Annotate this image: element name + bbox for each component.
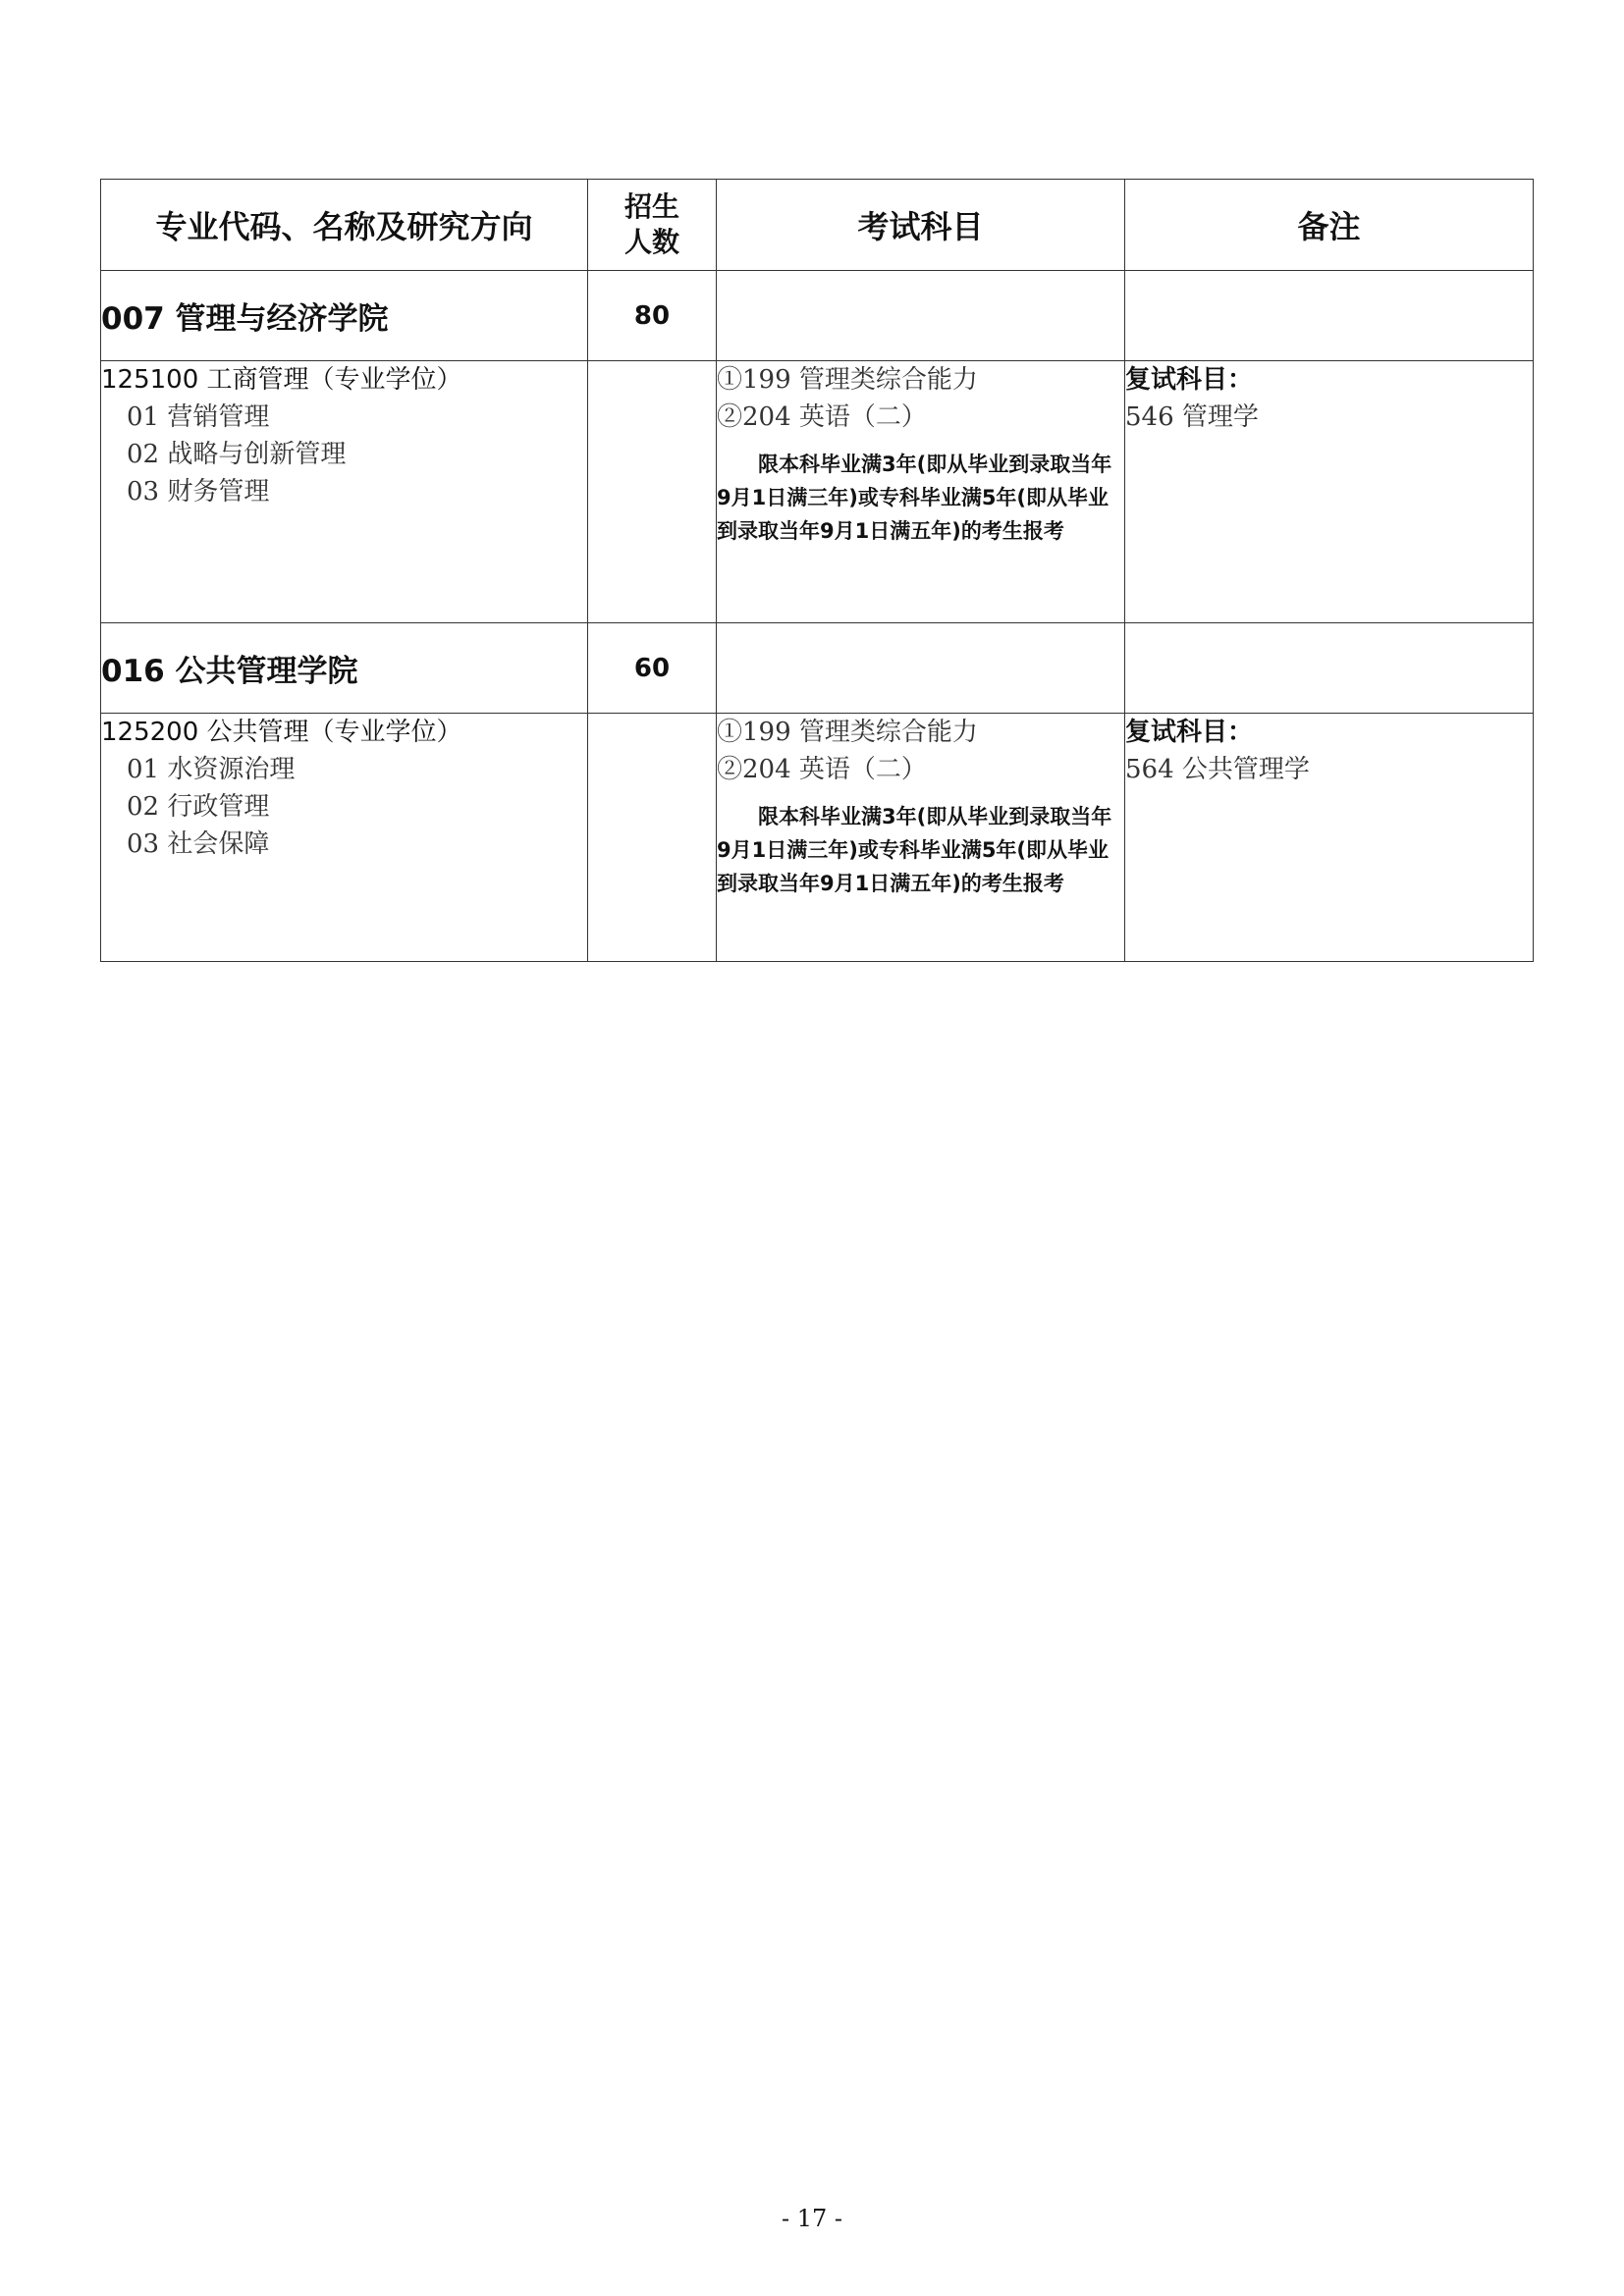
header-count-line1: 招生 <box>623 190 679 223</box>
table-header-row <box>101 180 1534 271</box>
exam-subject: ②204 英语（二） <box>717 402 927 432</box>
empty-cell <box>717 623 1125 714</box>
remark-cell <box>1125 361 1534 623</box>
exam-subject: ②204 英语（二） <box>717 755 927 784</box>
retest-label: 复试科目： <box>1125 365 1254 395</box>
retest-label: 复试科目： <box>1125 718 1254 747</box>
header-exam: 考试科目 <box>717 180 1125 271</box>
direction-item: 01 营销管理 <box>127 402 270 432</box>
empty-cell <box>1125 623 1534 714</box>
eligibility-note: 限本科毕业满3年(即从毕业到录取当年9月1日满三年)或专科毕业满5年(即从毕业到录取当年9月1日满五年)的考生报考 <box>717 805 1112 895</box>
direction-item: 02 战略与创新管理 <box>127 440 347 469</box>
college-count: 60 <box>588 623 717 714</box>
header-program: 专业代码、名称及研究方向 <box>101 180 588 271</box>
exam-cell <box>717 361 1125 623</box>
program-title: 125200 公共管理（专业学位） <box>101 718 462 747</box>
exam-subject: ①199 管理类综合能力 <box>717 718 978 747</box>
exam-cell <box>717 714 1125 962</box>
program-title: 125100 工商管理（专业学位） <box>101 365 462 395</box>
header-count <box>588 180 717 271</box>
college-row <box>101 623 1534 714</box>
header-remark: 备注 <box>1125 180 1534 271</box>
empty-cell <box>717 271 1125 361</box>
empty-cell <box>1125 271 1534 361</box>
direction-item: 02 行政管理 <box>127 792 270 822</box>
program-cell <box>101 714 588 962</box>
direction-item: 01 水资源治理 <box>127 755 296 784</box>
empty-cell <box>588 361 717 623</box>
eligibility-note: 限本科毕业满3年(即从毕业到录取当年9月1日满三年)或专科毕业满5年(即从毕业到录取当年9月1日满五年)的考生报考 <box>717 453 1112 543</box>
retest-subject: 564 公共管理学 <box>1125 755 1310 784</box>
direction-item: 03 社会保障 <box>127 829 270 859</box>
remark-cell <box>1125 714 1534 962</box>
retest-subject: 546 管理学 <box>1125 402 1259 432</box>
page-number: - 17 - <box>781 2205 842 2232</box>
college-name: 007 管理与经济学院 <box>101 271 588 361</box>
empty-cell <box>588 714 717 962</box>
college-name: 016 公共管理学院 <box>101 623 588 714</box>
header-count-line2: 人数 <box>623 226 679 258</box>
program-cell <box>101 361 588 623</box>
college-row <box>101 271 1534 361</box>
program-row <box>101 361 1534 623</box>
college-count: 80 <box>588 271 717 361</box>
enrollment-catalog-table <box>100 179 1534 962</box>
direction-item: 03 财务管理 <box>127 477 270 507</box>
exam-subject: ①199 管理类综合能力 <box>717 365 978 395</box>
program-row <box>101 714 1534 962</box>
